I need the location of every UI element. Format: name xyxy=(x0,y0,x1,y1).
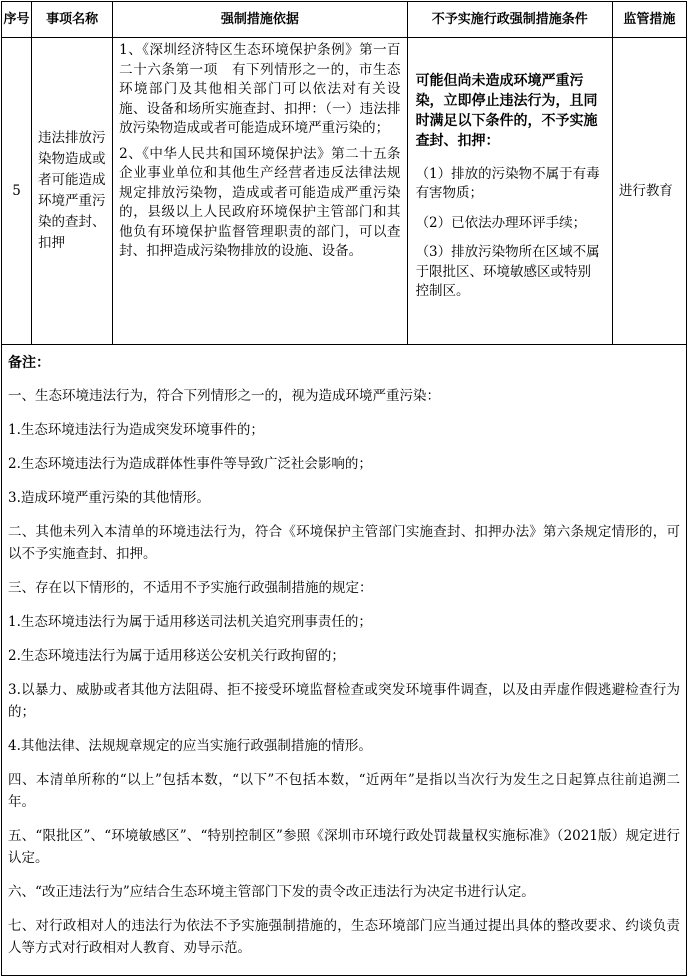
notes-section xyxy=(2,345,687,976)
note-item: 五、“限批区”、“环境敏感区”、“特别控制区”参照《深圳市环境行政处罚裁量权实施标准》（2021版）规定进行认定。 xyxy=(8,828,680,866)
measures-table xyxy=(1,1,687,976)
note-item: 三、存在以下情形的，不适用不予实施行政强制措施的规定： xyxy=(8,580,373,596)
condition-item: （3）排放污染物所在区域不属于限批区、环境敏感区或特别控制区。 xyxy=(415,244,600,299)
header-item-name: 事项名称 xyxy=(32,2,113,38)
note-item: 2.生态环境违法行为属于适用移送公安机关行政拘留的； xyxy=(8,648,345,664)
row-condition xyxy=(407,38,612,345)
note-item: 六、“改正违法行为”应结合生态环境主管部门下发的责令改正违法行为决定书进行认定。 xyxy=(8,884,535,900)
note-item: 一、生态环境违法行为，符合下列情形之一的，视为造成环境严重污染： xyxy=(8,388,440,404)
note-item: 1.生态环境违法行为造成突发环境事件的； xyxy=(8,422,264,438)
basis-paragraph: 1、《深圳经济特区生态环境保护条例》第一百二十六条第一项 有下列情形之一的，市生态环境部门及其他相关部门可以依法对有关设施、设备和场所实施查封、扣押：（一）违法排放污染物造成或者可能造成环境严重污染的； xyxy=(119,42,401,136)
condition-item: （2）已依法办理环评手续； xyxy=(415,214,587,231)
header-condition: 不予实施行政强制措施条件 xyxy=(407,2,612,38)
note-item: 3.造成环境严重污染的其他情形。 xyxy=(8,490,210,506)
table-header-row xyxy=(2,2,687,38)
note-item: 2.生态环境违法行为造成群体性事件等导致广泛社会影响的； xyxy=(8,456,372,472)
note-item: 4.其他法律、法规规章规定的应当实施行政强制措施的情形。 xyxy=(8,738,372,754)
condition-lead: 可能但尚未造成环境严重污染，立即停止违法行为，且同时满足以下条件的，不予实施查封、扣押： xyxy=(415,72,598,149)
header-supervision: 监管措施 xyxy=(612,2,686,38)
header-basis: 强制措施依据 xyxy=(113,2,407,38)
note-item: 七、对行政相对人的违法行为依法不予实施强制措施的，生态环境部门应当通过提出具体的整改要求、约谈负责人等方式对行政相对人教育、劝导示范。 xyxy=(8,918,680,956)
note-item: 二、其他未列入本清单的环境违法行为，符合《环境保护主管部门实施查封、扣押办法》第六条规定情形的，可以不予实施查封、扣押。 xyxy=(8,524,680,562)
condition-item: （1）排放的污染物不属于有毒有害物质； xyxy=(415,165,600,201)
notes-row xyxy=(2,345,687,976)
table-row xyxy=(2,38,687,345)
header-seq: 序号 xyxy=(2,2,32,38)
row-basis xyxy=(113,38,415,345)
note-item: 3.以暴力、威胁或者其他方法阻碍、拒不接受环境监督检查或突发环境事件调查，以及由弄虚作假逃避检查行为的； xyxy=(8,682,680,720)
row-item-name: 违法排放污染物造成或者可能造成环境严重污染的查封、扣押 xyxy=(32,38,113,345)
row-supervision: 进行教育 xyxy=(612,38,686,345)
row-number: 5 xyxy=(2,38,32,345)
notes-title: 备注： xyxy=(8,355,50,371)
basis-paragraph: 2、《中华人民共和国环境保护法》第二十五条 企业事业单位和其他生产经营者违反法律法规规定排放污染物，造成或者可能造成严重污染的，县级以上人民政府环境保护主管部门和其他负有环境保护监督管理职责的部门，可以查封、扣押造成污染物排放的设施、设备。 xyxy=(119,145,415,259)
note-item: 四、本清单所称的“以上”包括本数，“以下”不包括本数，“近两年”是指以当次行为发生之日起算点往前追溯二年。 xyxy=(8,772,680,810)
note-item: 1.生态环境违法行为属于适用移送司法机关追究刑事责任的； xyxy=(8,614,372,630)
